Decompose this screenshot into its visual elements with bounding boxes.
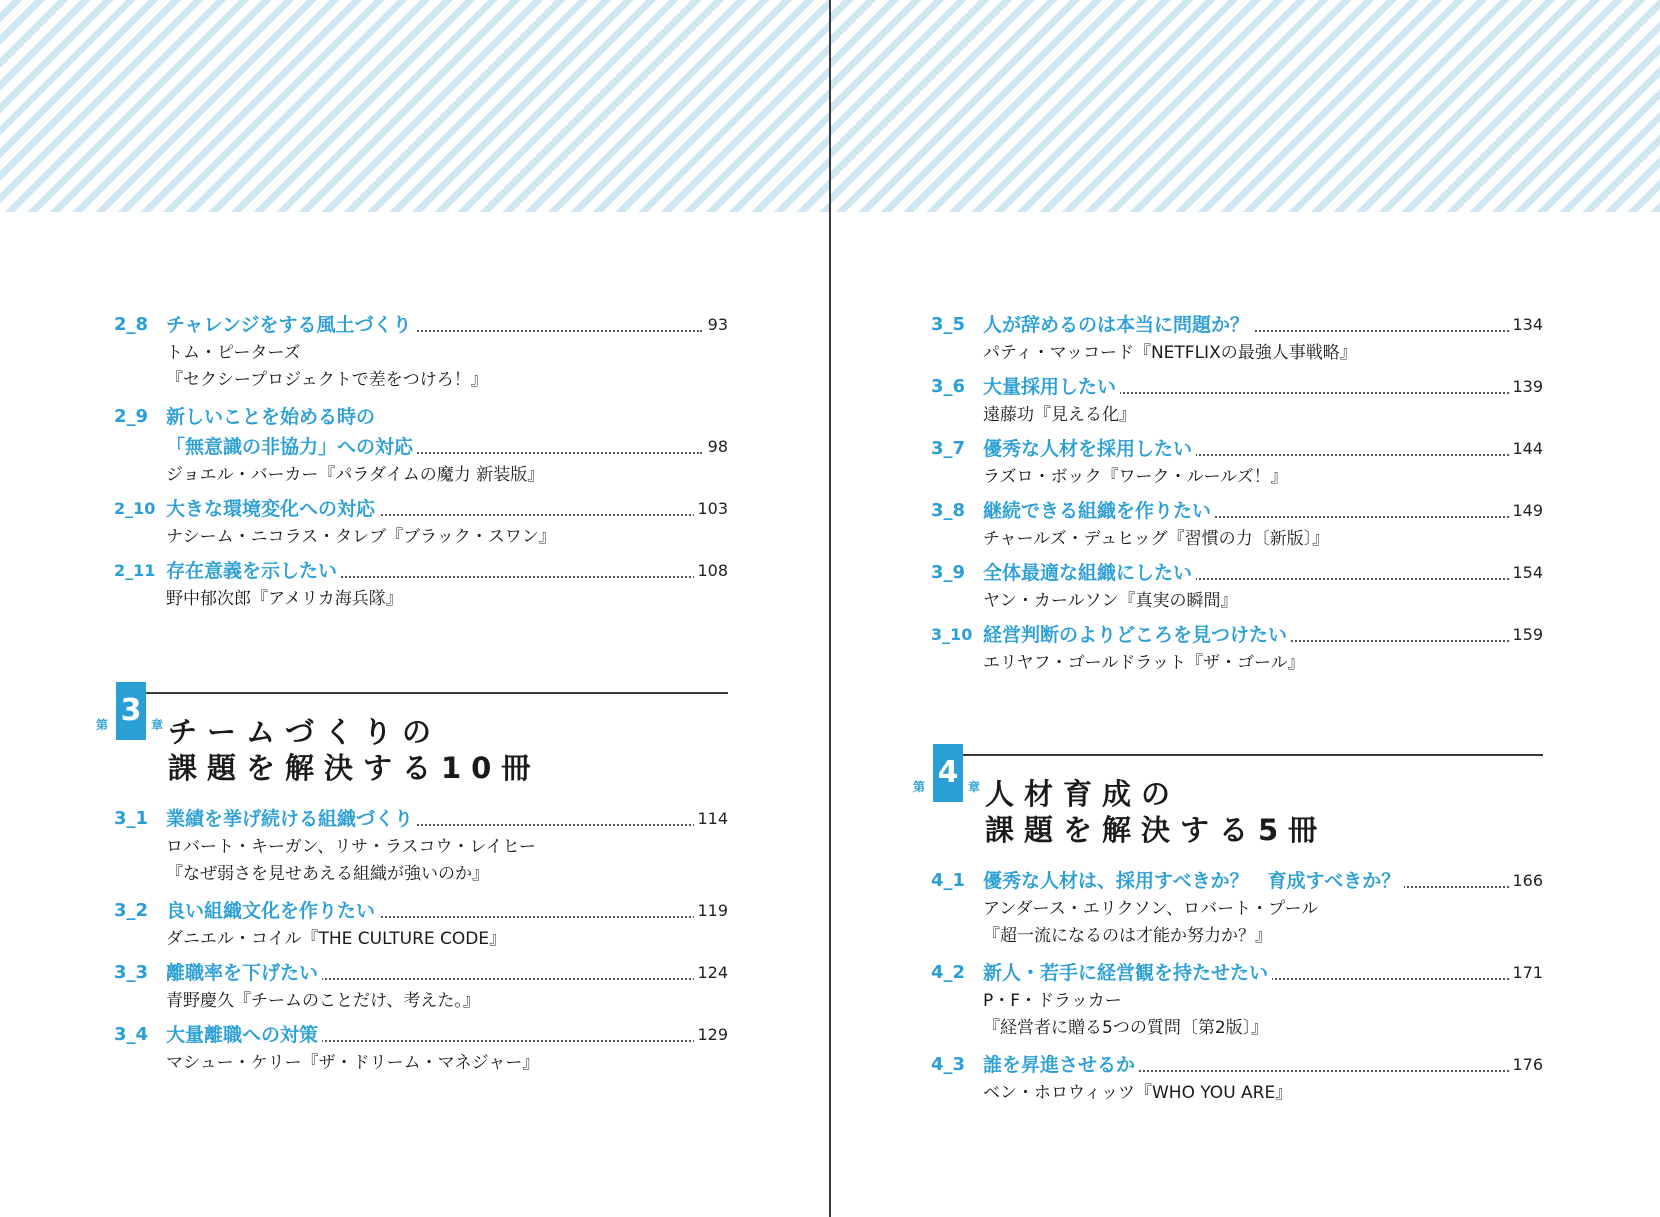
page-number: 134 <box>1509 310 1543 340</box>
entry-title: 「無意識の非協力」への対応 <box>166 432 417 462</box>
entry-book: 遠藤功『見える化』 <box>983 405 1136 425</box>
entry-title: 大きな環境変化への対応 <box>166 494 379 524</box>
chapter-suffix: 章 <box>968 780 981 794</box>
entry-number: 3_4 <box>114 1024 149 1045</box>
page-number: 154 <box>1509 558 1543 588</box>
toc-entry[interactable] <box>114 958 728 1015</box>
entry-book: 『経営者に贈る5つの質問〔第2版〕』 <box>983 1018 1269 1038</box>
entry-book: チャールズ・デュヒッグ『習慣の力〔新版〕』 <box>983 529 1330 549</box>
entry-title: 優秀な人材を採用したい <box>983 434 1196 464</box>
entry-title-line1: 新しいことを始める時の <box>166 402 379 432</box>
entry-book: ジョエル・バーカー『パラダイムの魔力 新装版』 <box>166 465 545 485</box>
entry-book: パティ・マッコード『NETFLIXの最強人事戦略』 <box>983 343 1357 363</box>
toc-entry[interactable] <box>114 556 728 613</box>
chapter-title-line1: チームづくりの <box>168 715 442 749</box>
page-number: 176 <box>1509 1050 1543 1080</box>
entry-book: 青野慶久『チームのことだけ、考えた。』 <box>166 991 480 1011</box>
entry-book: マシュー・ケリー『ザ・ドリーム・マネジャー』 <box>166 1053 540 1073</box>
entry-number: 3_6 <box>931 376 966 397</box>
entry-title: 良い組織文化を作りたい <box>166 896 379 926</box>
chapter-title-line1: 人材育成の <box>985 777 1181 811</box>
right-page <box>831 0 1660 1217</box>
entry-title: 経営判断のよりどころを見つけたい <box>983 620 1291 650</box>
page-number: 103 <box>694 494 728 524</box>
entry-number: 2_8 <box>114 314 149 335</box>
toc-entry[interactable] <box>931 1050 1543 1107</box>
entry-author: トム・ピーターズ <box>166 343 301 363</box>
page-number: 149 <box>1509 496 1543 526</box>
page-number: 166 <box>1509 866 1543 896</box>
chapter-prefix: 第 <box>96 718 109 732</box>
page-number: 129 <box>694 1020 728 1050</box>
entry-book: 『セクシープロジェクトで差をつけろ！』 <box>166 370 488 390</box>
chapter-title <box>985 776 1327 848</box>
chapter-number-box: 3 <box>116 682 146 740</box>
entry-title: 全体最適な組織にしたい <box>983 558 1196 588</box>
entry-book: ヤン・カールソン『真実の瞬間』 <box>983 591 1238 611</box>
toc-entry[interactable] <box>931 558 1543 615</box>
toc-entry[interactable] <box>931 496 1543 553</box>
entry-number: 4_1 <box>931 870 966 891</box>
entry-book: 『超一流になるのは才能か努力か？』 <box>983 926 1272 946</box>
entry-title: 優秀な人材は、採用すべきか？ 育成すべきか？ <box>983 866 1404 896</box>
entry-number: 3_3 <box>114 962 149 983</box>
page-number: 159 <box>1509 620 1543 650</box>
entry-book: エリヤフ・ゴールドラット『ザ・ゴール』 <box>983 653 1305 673</box>
toc-entry[interactable] <box>114 896 728 953</box>
entry-author: アンダース・エリクソン、ロバート・プール <box>983 899 1319 919</box>
entry-title: 業績を挙げ続ける組織づくり <box>166 804 417 834</box>
chapter-3-heading <box>96 692 728 792</box>
entry-title: 継続できる組織を作りたい <box>983 496 1215 526</box>
entry-number: 3_1 <box>114 808 149 829</box>
page-number: 119 <box>694 896 728 926</box>
chapter-4-heading <box>913 754 1543 854</box>
chapter-title <box>168 714 540 786</box>
toc-entry[interactable] <box>931 372 1543 429</box>
entry-title: 大量採用したい <box>983 372 1120 402</box>
toc-entry[interactable] <box>931 866 1543 950</box>
entry-number: 3_10 <box>931 625 973 644</box>
chapter-rule <box>136 692 728 694</box>
entry-number: 3_5 <box>931 314 966 335</box>
chapter-title-line2: 課題を解決する5冊 <box>985 813 1328 847</box>
toc-entry[interactable] <box>114 310 728 394</box>
page-number: 93 <box>705 310 728 340</box>
entry-book: 『なぜ弱さを見せあえる組織が強いのか』 <box>166 864 489 884</box>
entry-title: 新人・若手に経営観を持たせたい <box>983 958 1272 988</box>
entry-book: ナシーム・ニコラス・タレブ『ブラック・スワン』 <box>166 527 556 547</box>
toc-entry[interactable] <box>114 1020 728 1077</box>
entry-book: ラズロ・ボック『ワーク・ルールズ！』 <box>983 467 1288 487</box>
entry-number: 3_9 <box>931 562 966 583</box>
toc-entry[interactable] <box>931 958 1543 1042</box>
toc-entry[interactable] <box>931 434 1543 491</box>
entry-title: 離職率を下げたい <box>166 958 322 988</box>
entry-title: 誰を昇進させるか <box>983 1050 1139 1080</box>
chapter-prefix: 第 <box>913 780 926 794</box>
entry-author: ロバート・キーガン、リサ・ラスコウ・レイヒー <box>166 837 536 857</box>
page-number: 108 <box>694 556 728 586</box>
entry-title: 人が辞めるのは本当に問題か？ <box>983 310 1253 340</box>
chapter-rule <box>953 754 1543 756</box>
page-number: 171 <box>1509 958 1543 988</box>
entry-number: 3_2 <box>114 900 149 921</box>
entry-title: チャレンジをする風土づくり <box>166 310 415 340</box>
entry-title: 大量離職への対策 <box>166 1020 322 1050</box>
page-number: 144 <box>1509 434 1543 464</box>
entry-number: 4_3 <box>931 1054 966 1075</box>
entry-number: 2_11 <box>114 561 156 580</box>
entry-book: ダニエル・コイル『THE CULTURE CODE』 <box>166 929 507 949</box>
entry-title: 存在意義を示したい <box>166 556 341 586</box>
toc-entry[interactable] <box>114 494 728 551</box>
entry-number: 4_2 <box>931 962 966 983</box>
toc-entry[interactable] <box>114 804 728 888</box>
entry-author: P・F・ドラッカー <box>983 991 1122 1011</box>
chapter-suffix: 章 <box>151 718 164 732</box>
entry-number: 3_8 <box>931 500 966 521</box>
header-stripes <box>0 0 829 212</box>
toc-entry[interactable] <box>114 402 728 489</box>
page-number: 139 <box>1509 372 1543 402</box>
toc-entry[interactable] <box>931 620 1543 677</box>
page-number: 124 <box>694 958 728 988</box>
page-number: 98 <box>705 432 728 462</box>
entry-book: ベン・ホロウィッツ『WHO YOU ARE』 <box>983 1083 1293 1103</box>
entry-book: 野中郁次郎『アメリカ海兵隊』 <box>166 589 403 609</box>
chapter-title-line2: 課題を解決する10冊 <box>168 751 541 785</box>
chapter-number-box: 4 <box>933 744 963 802</box>
entry-number: 3_7 <box>931 438 966 459</box>
left-page <box>0 0 829 1217</box>
header-stripes <box>831 0 1660 212</box>
toc-entry[interactable] <box>931 310 1543 367</box>
entry-number: 2_9 <box>114 406 149 427</box>
entry-number: 2_10 <box>114 499 156 518</box>
page-number: 114 <box>694 804 728 834</box>
